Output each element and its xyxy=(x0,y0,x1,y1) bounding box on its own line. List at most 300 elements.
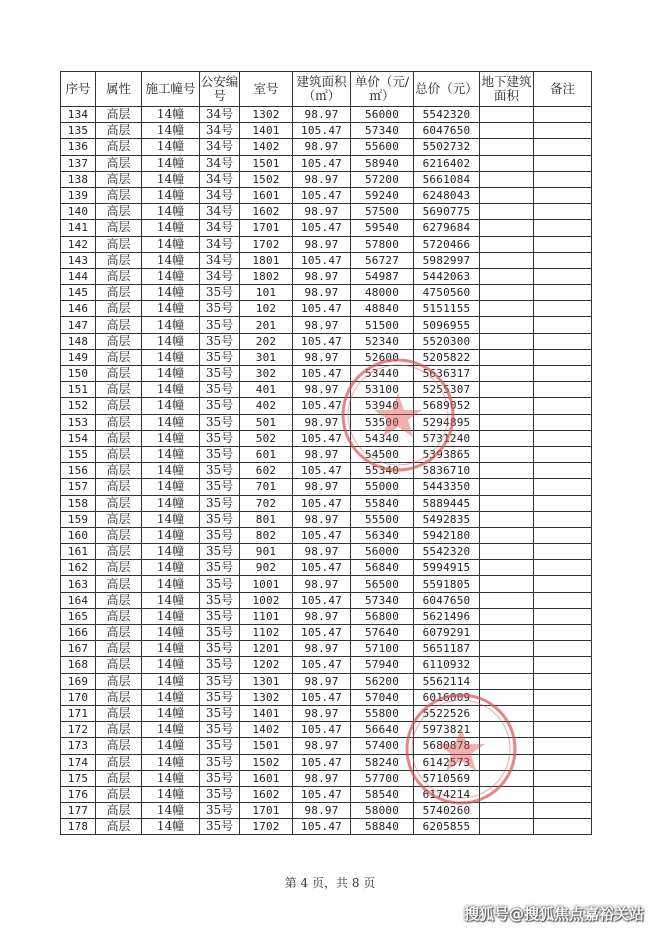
table-cell: 801 xyxy=(240,511,293,527)
table-cell: 5151155 xyxy=(414,301,480,317)
table-cell: 5542320 xyxy=(414,544,480,560)
table-cell: 高层 xyxy=(96,819,142,835)
table-cell xyxy=(480,349,534,365)
table-cell xyxy=(480,722,534,738)
table-cell: 105.47 xyxy=(293,560,351,576)
table-row xyxy=(61,819,592,835)
table-cell xyxy=(534,463,592,479)
table-cell: 高层 xyxy=(96,398,142,414)
table-cell: 5836710 xyxy=(414,463,480,479)
table-cell: 高层 xyxy=(96,446,142,462)
table-cell: 98.97 xyxy=(293,673,351,689)
table-cell xyxy=(480,204,534,220)
table-cell xyxy=(534,171,592,187)
table-cell: 105.47 xyxy=(293,754,351,770)
table-cell: 105.47 xyxy=(293,187,351,203)
table-cell: 1402 xyxy=(240,139,293,155)
table-cell: 14幢 xyxy=(142,463,200,479)
table-cell: 901 xyxy=(240,544,293,560)
table-cell: 5720466 xyxy=(414,236,480,252)
table-cell: 35号 xyxy=(200,803,240,819)
table-cell: 98.97 xyxy=(293,803,351,819)
table-row xyxy=(61,139,592,155)
table-cell: 34号 xyxy=(200,204,240,220)
table-cell: 98.97 xyxy=(293,479,351,495)
table-cell xyxy=(534,754,592,770)
table-cell xyxy=(534,803,592,819)
table-cell: 高层 xyxy=(96,770,142,786)
table-cell: 14幢 xyxy=(142,430,200,446)
table-row xyxy=(61,398,592,414)
table-cell: 高层 xyxy=(96,511,142,527)
table-cell: 14幢 xyxy=(142,625,200,641)
table-cell: 135 xyxy=(61,123,96,139)
table-cell xyxy=(480,641,534,657)
table-cell: 6016009 xyxy=(414,689,480,705)
table-cell: 52600 xyxy=(351,349,414,365)
table-row xyxy=(61,301,592,317)
table-cell xyxy=(534,317,592,333)
table-cell: 138 xyxy=(61,171,96,187)
table-cell: 35号 xyxy=(200,479,240,495)
table-cell: 57340 xyxy=(351,592,414,608)
table-cell: 173 xyxy=(61,738,96,754)
table-row xyxy=(61,544,592,560)
table-cell: 34号 xyxy=(200,187,240,203)
table-cell: 105.47 xyxy=(293,430,351,446)
table-cell: 105.47 xyxy=(293,220,351,236)
table-cell: 1401 xyxy=(240,123,293,139)
table-cell xyxy=(480,139,534,155)
table-cell xyxy=(480,171,534,187)
table-row xyxy=(61,382,592,398)
table-cell: 98.97 xyxy=(293,414,351,430)
table-cell: 6174214 xyxy=(414,786,480,802)
table-cell: 高层 xyxy=(96,204,142,220)
table-cell: 高层 xyxy=(96,495,142,511)
table-cell: 702 xyxy=(240,495,293,511)
column-header: 总价（元） xyxy=(414,72,480,107)
table-cell: 35号 xyxy=(200,317,240,333)
table-row xyxy=(61,625,592,641)
table-cell xyxy=(480,366,534,382)
column-header: 施工幢号 xyxy=(142,72,200,107)
table-cell: 5731240 xyxy=(414,430,480,446)
table-row xyxy=(61,576,592,592)
table-cell: 高层 xyxy=(96,608,142,624)
table-cell: 54987 xyxy=(351,268,414,284)
table-cell: 34号 xyxy=(200,139,240,155)
table-cell: 170 xyxy=(61,689,96,705)
table-cell: 57800 xyxy=(351,236,414,252)
table-row xyxy=(61,366,592,382)
table-cell xyxy=(480,560,534,576)
table-cell xyxy=(480,187,534,203)
table-cell: 35号 xyxy=(200,738,240,754)
table-cell: 1801 xyxy=(240,252,293,268)
table-cell: 149 xyxy=(61,349,96,365)
table-cell xyxy=(480,576,534,592)
table-cell: 502 xyxy=(240,430,293,446)
table-cell: 1702 xyxy=(240,819,293,835)
table-cell: 35号 xyxy=(200,446,240,462)
table-cell: 5502732 xyxy=(414,139,480,155)
table-cell: 56200 xyxy=(351,673,414,689)
table-cell: 高层 xyxy=(96,301,142,317)
table-cell: 56000 xyxy=(351,107,414,123)
table-cell: 35号 xyxy=(200,770,240,786)
table-cell: 134 xyxy=(61,107,96,123)
table-cell: 高层 xyxy=(96,754,142,770)
table-cell: 176 xyxy=(61,786,96,802)
table-cell: 高层 xyxy=(96,479,142,495)
table-cell: 14幢 xyxy=(142,511,200,527)
table-cell: 14幢 xyxy=(142,268,200,284)
table-cell: 177 xyxy=(61,803,96,819)
table-cell: 105.47 xyxy=(293,625,351,641)
table-row xyxy=(61,608,592,624)
table-cell: 5689052 xyxy=(414,398,480,414)
table-cell xyxy=(534,705,592,721)
table-cell: 53940 xyxy=(351,398,414,414)
table-row xyxy=(61,204,592,220)
table-cell xyxy=(480,430,534,446)
table-row xyxy=(61,430,592,446)
table-cell: 105.47 xyxy=(293,123,351,139)
table-cell: 5255307 xyxy=(414,382,480,398)
table-cell xyxy=(480,738,534,754)
table-cell: 1402 xyxy=(240,722,293,738)
table-cell: 35号 xyxy=(200,398,240,414)
table-cell: 148 xyxy=(61,333,96,349)
table-cell: 14幢 xyxy=(142,608,200,624)
table-cell: 98.97 xyxy=(293,107,351,123)
table-cell: 14幢 xyxy=(142,349,200,365)
table-cell: 1802 xyxy=(240,268,293,284)
table-cell: 58940 xyxy=(351,155,414,171)
table-cell xyxy=(534,786,592,802)
table-cell: 174 xyxy=(61,754,96,770)
table-cell: 202 xyxy=(240,333,293,349)
table-cell: 高层 xyxy=(96,592,142,608)
table-cell: 5994915 xyxy=(414,560,480,576)
table-cell xyxy=(480,155,534,171)
table-cell: 169 xyxy=(61,673,96,689)
table-cell: 5294895 xyxy=(414,414,480,430)
table-cell: 14幢 xyxy=(142,576,200,592)
table-cell xyxy=(480,673,534,689)
table-cell xyxy=(480,382,534,398)
table-cell: 34号 xyxy=(200,220,240,236)
table-cell: 14幢 xyxy=(142,657,200,673)
table-cell: 151 xyxy=(61,382,96,398)
table-row xyxy=(61,803,592,819)
table-cell xyxy=(480,333,534,349)
table-cell: 14幢 xyxy=(142,641,200,657)
table-cell xyxy=(480,592,534,608)
table-cell xyxy=(480,527,534,543)
table-cell: 58000 xyxy=(351,803,414,819)
table-cell: 57940 xyxy=(351,657,414,673)
table-cell: 164 xyxy=(61,592,96,608)
table-cell: 35号 xyxy=(200,608,240,624)
table-cell: 高层 xyxy=(96,689,142,705)
table-cell: 166 xyxy=(61,625,96,641)
table-cell: 1602 xyxy=(240,786,293,802)
table-cell xyxy=(480,285,534,301)
table-cell: 1702 xyxy=(240,236,293,252)
table-cell: 48840 xyxy=(351,301,414,317)
table-cell xyxy=(534,139,592,155)
table-cell: 601 xyxy=(240,446,293,462)
table-cell: 163 xyxy=(61,576,96,592)
column-header: 单价（元/㎡） xyxy=(351,72,414,107)
table-cell: 35号 xyxy=(200,463,240,479)
table-cell: 48000 xyxy=(351,285,414,301)
table-cell: 5542320 xyxy=(414,107,480,123)
table-cell: 802 xyxy=(240,527,293,543)
table-cell: 105.47 xyxy=(293,366,351,382)
table-cell: 56000 xyxy=(351,544,414,560)
table-cell: 175 xyxy=(61,770,96,786)
table-cell xyxy=(534,349,592,365)
table-cell: 53500 xyxy=(351,414,414,430)
table-cell: 5442063 xyxy=(414,268,480,284)
table-cell: 159 xyxy=(61,511,96,527)
table-cell: 105.47 xyxy=(293,689,351,705)
column-header: 公安编号 xyxy=(200,72,240,107)
table-cell: 14幢 xyxy=(142,786,200,802)
table-cell: 14幢 xyxy=(142,252,200,268)
table-cell: 1602 xyxy=(240,204,293,220)
table-cell: 34号 xyxy=(200,155,240,171)
table-cell: 高层 xyxy=(96,657,142,673)
table-cell: 105.47 xyxy=(293,657,351,673)
table-cell: 156 xyxy=(61,463,96,479)
table-cell: 302 xyxy=(240,366,293,382)
table-row xyxy=(61,187,592,203)
table-cell: 98.97 xyxy=(293,511,351,527)
table-cell: 98.97 xyxy=(293,705,351,721)
table-cell: 5393865 xyxy=(414,446,480,462)
table-cell xyxy=(480,446,534,462)
table-cell: 56340 xyxy=(351,527,414,543)
table-cell: 1302 xyxy=(240,689,293,705)
table-cell: 1701 xyxy=(240,803,293,819)
table-cell: 171 xyxy=(61,705,96,721)
table-cell xyxy=(480,317,534,333)
table-row xyxy=(61,770,592,786)
table-cell: 51500 xyxy=(351,317,414,333)
table-cell xyxy=(534,479,592,495)
table-cell: 高层 xyxy=(96,382,142,398)
table-cell: 98.97 xyxy=(293,641,351,657)
table-cell: 35号 xyxy=(200,560,240,576)
table-cell: 141 xyxy=(61,220,96,236)
table-cell: 58540 xyxy=(351,786,414,802)
table-cell: 105.47 xyxy=(293,527,351,543)
table-cell xyxy=(480,608,534,624)
table-cell xyxy=(534,155,592,171)
table-cell: 6205855 xyxy=(414,819,480,835)
table-cell: 35号 xyxy=(200,333,240,349)
table-cell: 1502 xyxy=(240,171,293,187)
price-list-sheet xyxy=(60,71,592,835)
table-cell: 35号 xyxy=(200,641,240,657)
table-cell: 14幢 xyxy=(142,123,200,139)
table-cell: 55340 xyxy=(351,463,414,479)
table-cell xyxy=(534,107,592,123)
table-cell: 14幢 xyxy=(142,107,200,123)
table-cell: 1101 xyxy=(240,608,293,624)
table-cell: 157 xyxy=(61,479,96,495)
table-cell: 高层 xyxy=(96,366,142,382)
table-cell: 高层 xyxy=(96,123,142,139)
table-cell: 14幢 xyxy=(142,155,200,171)
table-cell xyxy=(534,301,592,317)
table-cell: 105.47 xyxy=(293,463,351,479)
table-cell: 14幢 xyxy=(142,187,200,203)
table-row xyxy=(61,657,592,673)
table-cell: 35号 xyxy=(200,819,240,835)
table-cell: 144 xyxy=(61,268,96,284)
table-cell: 14幢 xyxy=(142,139,200,155)
watermark-text: 搜狐号@搜狐焦点嘉裕关站 xyxy=(463,905,644,923)
table-cell xyxy=(480,479,534,495)
table-cell xyxy=(534,430,592,446)
table-cell: 4750560 xyxy=(414,285,480,301)
table-cell: 14幢 xyxy=(142,689,200,705)
table-cell: 56840 xyxy=(351,560,414,576)
table-cell: 34号 xyxy=(200,107,240,123)
table-cell: 35号 xyxy=(200,576,240,592)
table-row xyxy=(61,268,592,284)
table-row xyxy=(61,171,592,187)
table-cell xyxy=(534,236,592,252)
table-cell: 1202 xyxy=(240,657,293,673)
table-cell: 1201 xyxy=(240,641,293,657)
table-cell: 5621496 xyxy=(414,608,480,624)
table-cell: 35号 xyxy=(200,382,240,398)
table-cell xyxy=(534,576,592,592)
table-cell: 1301 xyxy=(240,673,293,689)
table-cell: 14幢 xyxy=(142,754,200,770)
table-cell: 57200 xyxy=(351,171,414,187)
table-cell xyxy=(534,592,592,608)
table-cell: 14幢 xyxy=(142,479,200,495)
table-cell: 14幢 xyxy=(142,495,200,511)
table-cell: 56500 xyxy=(351,576,414,592)
table-cell: 105.47 xyxy=(293,786,351,802)
table-cell: 35号 xyxy=(200,786,240,802)
table-cell: 56640 xyxy=(351,722,414,738)
table-cell: 14幢 xyxy=(142,382,200,398)
table-cell: 57500 xyxy=(351,204,414,220)
table-cell xyxy=(534,657,592,673)
table-cell: 902 xyxy=(240,560,293,576)
table-cell xyxy=(534,560,592,576)
table-cell: 105.47 xyxy=(293,155,351,171)
table-cell xyxy=(534,819,592,835)
table-cell: 53100 xyxy=(351,382,414,398)
table-cell: 14幢 xyxy=(142,333,200,349)
table-cell: 35号 xyxy=(200,592,240,608)
table-cell: 105.47 xyxy=(293,333,351,349)
table-cell: 701 xyxy=(240,479,293,495)
table-cell xyxy=(534,123,592,139)
column-header: 地下建筑面积 xyxy=(480,72,534,107)
table-cell: 98.97 xyxy=(293,382,351,398)
table-row xyxy=(61,479,592,495)
table-row xyxy=(61,722,592,738)
table-cell: 150 xyxy=(61,366,96,382)
table-cell: 55000 xyxy=(351,479,414,495)
table-cell: 14幢 xyxy=(142,527,200,543)
table-cell xyxy=(480,819,534,835)
table-cell: 高层 xyxy=(96,139,142,155)
table-cell: 98.97 xyxy=(293,204,351,220)
table-cell: 14幢 xyxy=(142,560,200,576)
table-cell: 35号 xyxy=(200,689,240,705)
table-cell: 54500 xyxy=(351,446,414,462)
table-cell: 高层 xyxy=(96,544,142,560)
table-cell: 14幢 xyxy=(142,592,200,608)
table-cell xyxy=(534,333,592,349)
table-cell: 6079291 xyxy=(414,625,480,641)
table-cell xyxy=(480,495,534,511)
table-cell xyxy=(480,414,534,430)
table-cell xyxy=(480,803,534,819)
table-cell: 6110932 xyxy=(414,657,480,673)
table-cell: 105.47 xyxy=(293,495,351,511)
table-cell: 57040 xyxy=(351,689,414,705)
table-cell xyxy=(534,187,592,203)
table-cell xyxy=(480,463,534,479)
table-cell: 55500 xyxy=(351,511,414,527)
table-cell: 34号 xyxy=(200,268,240,284)
table-cell: 5562114 xyxy=(414,673,480,689)
table-cell: 5740260 xyxy=(414,803,480,819)
table-cell: 55800 xyxy=(351,705,414,721)
table-cell: 5661084 xyxy=(414,171,480,187)
table-cell xyxy=(534,414,592,430)
table-cell: 14幢 xyxy=(142,285,200,301)
table-cell: 57340 xyxy=(351,123,414,139)
table-cell xyxy=(480,786,534,802)
table-cell xyxy=(534,673,592,689)
table-cell: 98.97 xyxy=(293,576,351,592)
table-cell: 14幢 xyxy=(142,770,200,786)
table-cell: 105.47 xyxy=(293,398,351,414)
price-table xyxy=(60,71,592,835)
table-header-row xyxy=(61,72,592,107)
table-cell: 1601 xyxy=(240,770,293,786)
table-cell xyxy=(534,544,592,560)
table-cell xyxy=(480,657,534,673)
table-cell: 1601 xyxy=(240,187,293,203)
table-cell: 高层 xyxy=(96,317,142,333)
table-row xyxy=(61,333,592,349)
table-cell: 14幢 xyxy=(142,738,200,754)
table-cell: 5680878 xyxy=(414,738,480,754)
table-cell xyxy=(480,301,534,317)
table-cell xyxy=(480,770,534,786)
table-cell: 5520300 xyxy=(414,333,480,349)
table-row xyxy=(61,673,592,689)
table-cell: 53440 xyxy=(351,366,414,382)
table-row xyxy=(61,236,592,252)
table-cell: 14幢 xyxy=(142,673,200,689)
